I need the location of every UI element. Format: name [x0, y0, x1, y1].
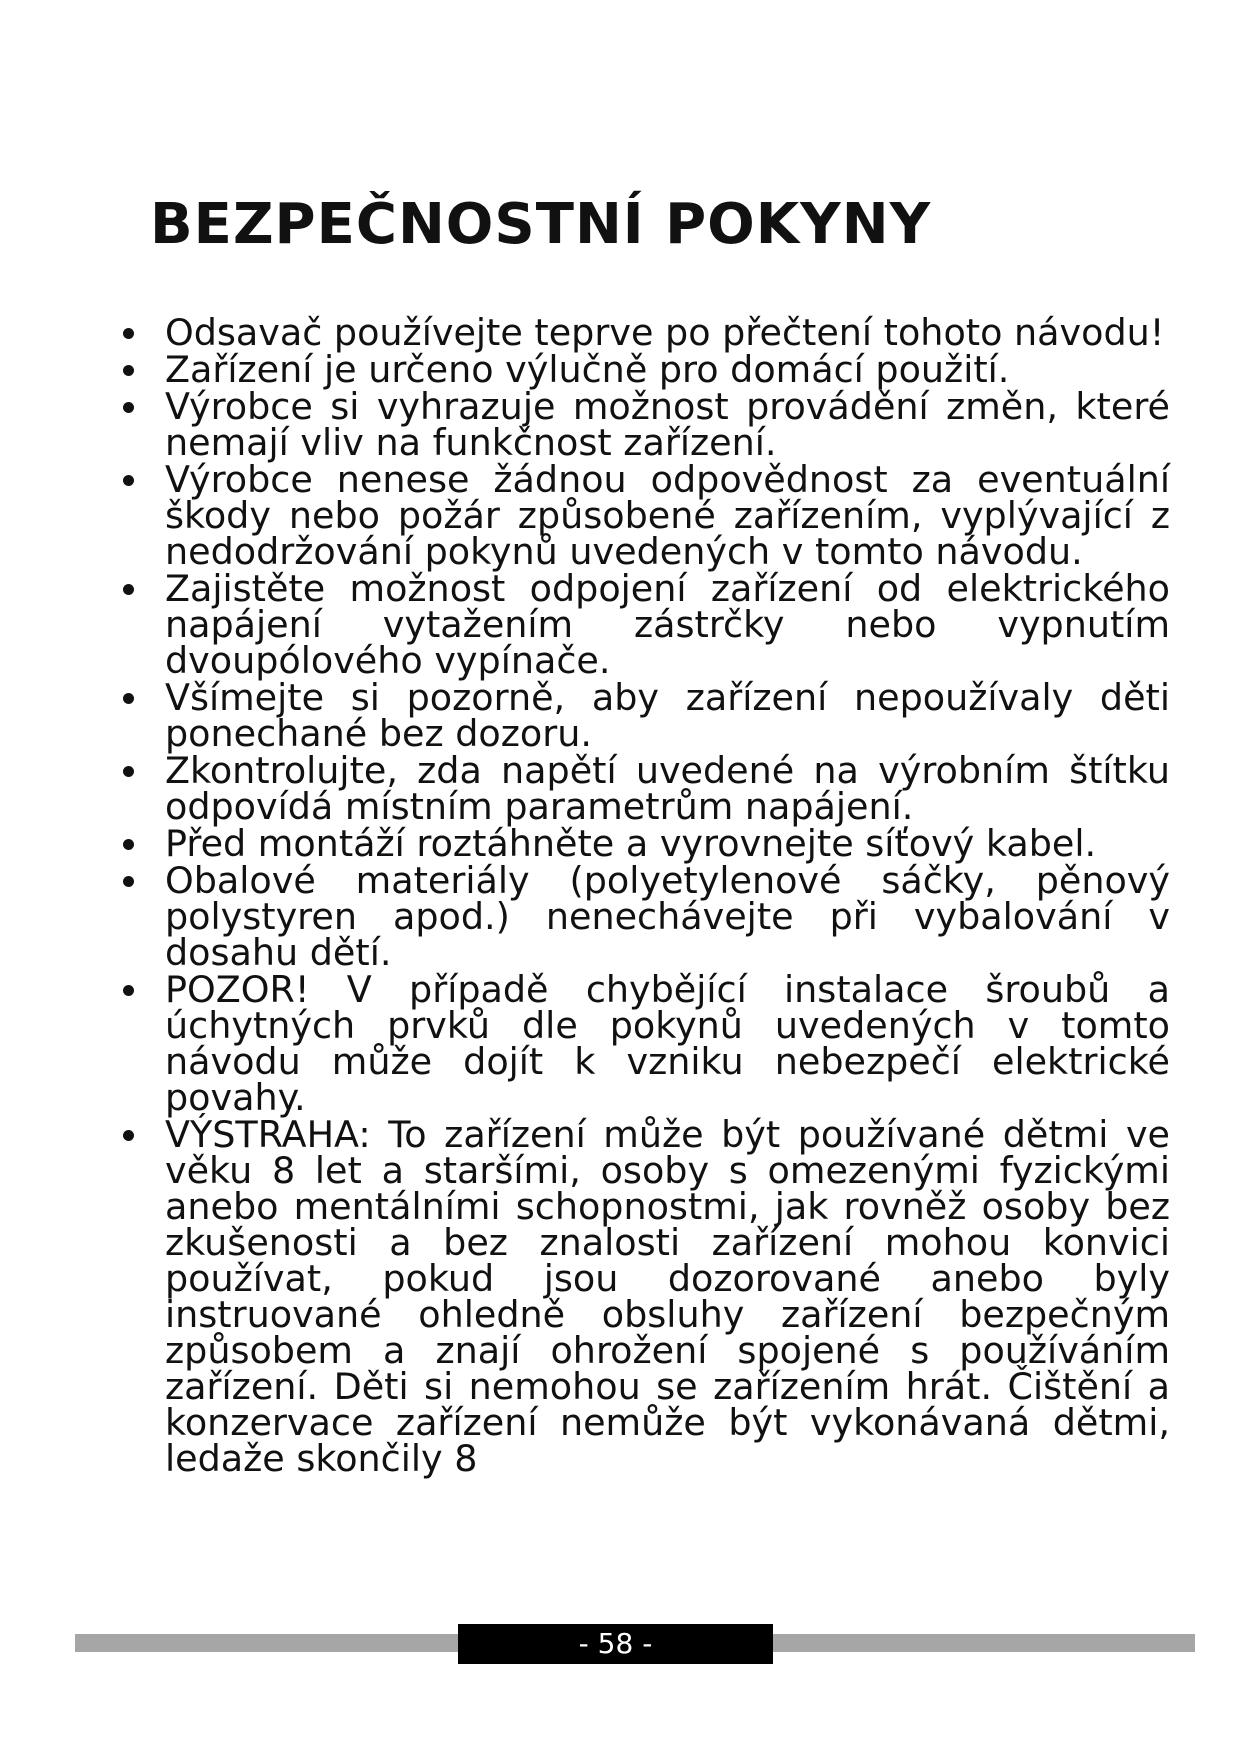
list-item-text: Před montáží roztáhněte a vyrovnejte síťový kabel. [165, 822, 1097, 865]
list-item-text: Obalové materiály (polyetylenové sáčky, pěnový polystyren apod.) nenechávejte při vybalování v dosahu dětí. [165, 859, 1170, 974]
list-item-text: Výrobce si vyhrazuje možnost provádění změn, které nemají vliv na funkčnost zařízení. [165, 385, 1170, 464]
page-number: - 58 - [458, 1624, 773, 1664]
list-item [120, 385, 1170, 464]
list-item [120, 348, 1170, 391]
list-item-text: Výrobce nenese žádnou odpovědnost za eventuální škody nebo požár způsobené zařízením, vyplývající z nedodržování pokynů uvedených v tomto návodu. [165, 458, 1170, 573]
bullet-icon [123, 693, 134, 704]
bullet-icon [123, 876, 134, 887]
list-item-text: Odsavač používejte teprve po přečtení tohoto návodu! [165, 311, 1165, 354]
list-item-text: POZOR! V případě chybějící instalace šroubů a úchytných prvků dle pokynů uvedených v tomto návodu může dojít k vzniku nebezpečí elektrické povahy. [165, 968, 1170, 1119]
list-item [120, 822, 1170, 865]
list-item [120, 676, 1170, 755]
list-item-text: Zajistěte možnost odpojení zařízení od elektrického napájení vytažením zástrčky nebo vypnutím dvoupólového vypínače. [165, 567, 1170, 682]
bullet-icon [123, 839, 134, 850]
list-item [120, 1113, 1170, 1480]
list-item-text: VÝSTRAHA: To zařízení může být používané dětmi ve věku 8 let a staršími, osoby s omezenými fyzickými anebo mentálními schopnostmi, jak rovněž osoby bez zkušenosti a bez znalosti zařízení mohou konvici používat, pokud jsou dozorované anebo byly instruované ohledně obsluhy zařízení bezpečným způsobem a znají ohrožení spojené s používáním zařízení. Děti si nemohou se zařízením hrát. Čištění a konzervace zařízení nemůže být vykonávaná dětmi, ledaže skončily 8 [165, 1113, 1170, 1480]
list-item [120, 567, 1170, 682]
list-item [120, 968, 1170, 1119]
bullet-icon [123, 766, 134, 777]
list-item [120, 859, 1170, 974]
list-item-text: Zařízení je určeno výlučně pro domácí použití. [165, 348, 1010, 391]
page-title: BEZPEČNOSTNÍ POKYNY [150, 192, 932, 257]
bullet-icon [123, 402, 134, 413]
bullet-icon [123, 475, 134, 486]
list-item [120, 749, 1170, 828]
bullet-icon [123, 365, 134, 376]
list-item-text: Zkontrolujte, zda napětí uvedené na výrobním štítku odpovídá místním parametrům napájení. [165, 749, 1170, 828]
list-item-text: Všímejte si pozorně, aby zařízení nepoužívaly děti ponechané bez dozoru. [165, 676, 1170, 755]
list-item [120, 311, 1170, 354]
safety-instructions-list [120, 311, 1170, 1480]
bullet-icon [123, 1130, 134, 1141]
bullet-icon [123, 328, 134, 339]
bullet-icon [123, 985, 134, 996]
bullet-icon [123, 584, 134, 595]
list-item [120, 458, 1170, 573]
